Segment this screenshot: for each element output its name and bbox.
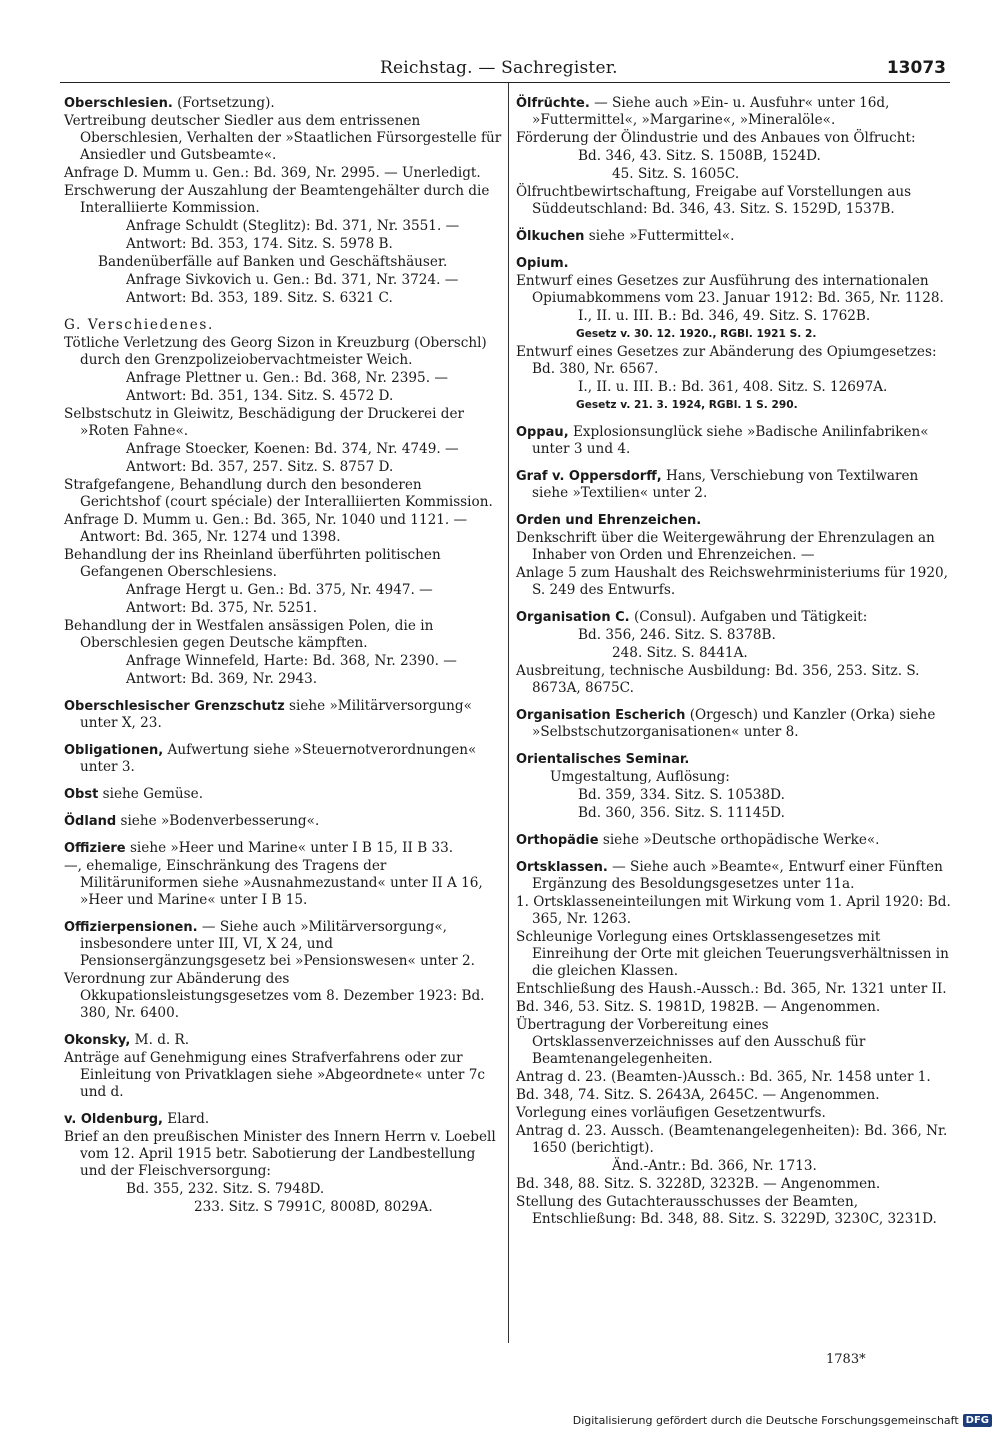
entry-text: Anfrage Stoecker, Koenen: Bd. 374, Nr. 4749. — [126,441,459,457]
entry-text: 233. Sitz. S 7991C, 8008D, 8029A. [194,1199,433,1215]
entry-line [516,130,954,147]
entry-text: 248. Sitz. S. 8441A. [612,645,748,661]
entry-keyword: Orientalisches Seminar. [516,752,690,767]
entry-text: Hans, Verschiebung von Textilwaren siehe »Textilien« unter 2. [532,468,919,501]
entry-line [516,999,954,1016]
header-rule [60,82,950,83]
index-entry [516,255,954,414]
entry-text: Bd. 356, 246. Sitz. S. 8378B. [578,627,776,643]
entry-keyword: Ölkuchen [516,229,585,244]
entry-line [516,148,954,165]
entry-text: Antwort: Bd. 353, 174. Sitz. S. 5978 B. [126,236,393,252]
entry-line [64,1181,502,1198]
index-entry [64,919,502,1022]
index-entry [516,859,954,1228]
entry-text: Verordnung zur Abänderung des Okkupationsleistungsgesetzes vom 8. Dezember 1923: Bd. 380, Nr. 6400. [64,971,485,1021]
entry-text: Bd. 355, 232. Sitz. S. 7948D. [126,1181,325,1197]
index-entry [516,609,954,697]
entry-line [516,530,954,564]
entry-line [516,929,954,980]
entry-line [516,1069,954,1086]
entry-line [516,805,954,822]
entry-text: Anfrage Schuldt (Steglitz): Bd. 371, Nr. 3551. — [126,218,460,234]
entry-line [64,813,502,830]
entry-text: siehe »Futtermittel«. [584,228,735,244]
entry-text: 1. Ortsklasseneinteilungen mit Wirkung vom 1. April 1920: Bd. 365, Nr. 1263. [516,894,951,927]
entry-text: Selbstschutz in Gleiwitz, Beschädigung der Druckerei der »Roten Fahne«. [64,406,465,439]
entry-keyword: Organisation Escherich [516,708,686,723]
entry-line [516,468,954,502]
entry-line [64,971,502,1022]
entry-line [64,671,502,688]
entry-line [516,326,954,343]
column-divider [508,83,509,1343]
index-entry [64,742,502,776]
entry-line [64,183,502,217]
entry-line [64,236,502,253]
entry-text: (Fortsetzung). [172,95,275,111]
entry-text: (Orgesch) und Kanzler (Orka) siehe »Selbstschutzorganisationen« unter 8. [532,707,936,740]
entry-line [64,1111,502,1128]
entry-text: Anfrage Winnefeld, Harte: Bd. 368, Nr. 2390. — [126,653,457,669]
index-entry [64,698,502,732]
running-title: Reichstag. — Sachregister. [380,58,618,78]
entry-line [64,95,502,112]
entry-line [64,272,502,289]
entry-line [516,565,954,599]
index-entry [64,1111,502,1216]
entry-line [64,600,502,617]
sheet-mark: 1783* [826,1352,866,1367]
index-entry [64,813,502,830]
entry-text: Anfrage Plettner u. Gen.: Bd. 368, Nr. 2395. — [126,370,448,386]
entry-line [64,254,502,271]
entry-keyword: Okonsky, [64,1033,131,1048]
entry-line [516,1123,954,1157]
entry-line [516,273,954,307]
entry-text: I., II. u. III. B.: Bd. 346, 49. Sitz. S. 1762B. [578,308,871,324]
entry-keyword: Organisation C. [516,610,630,625]
entry-keyword: Ödland [64,814,117,829]
entry-line [516,228,954,245]
index-entry [516,707,954,741]
dfg-logo: DFG [963,1414,992,1427]
entry-text: Behandlung der ins Rheinland überführten politischen Gefangenen Oberschlesiens. [64,547,441,580]
entry-text: Schleunige Vorlegung eines Ortsklassengesetzes mit Einreihung der Orte mit gleichen Teuerungsverhältnissen in die gleichen Klassen. [516,929,949,979]
entry-text: Stellung des Gutachterausschusses der Beamten, Entschließung: Bd. 348, 88. Sitz. S. 3229D, 3230C, 3231D. [516,1194,937,1227]
entry-text: — Siehe auch »Ein- u. Ausfuhr« unter 16d, »Futtermittel«, »Margarine«, »Mineralöle«. [532,95,890,128]
entry-keyword: Oberschlesischer Grenzschutz [64,699,285,714]
index-entry [516,95,954,218]
entry-line [64,840,502,857]
entry-text: G. Verschiedenes. [64,317,214,333]
entry-text: Bandenüberfälle auf Banken und Geschäftshäuser. [98,254,448,270]
entry-text: Elard. [162,1111,210,1127]
entry-text: Antrag d. 23. (Beamten-)Aussch.: Bd. 365, Nr. 1458 unter 1. [516,1069,931,1085]
entry-keyword: Opium. [516,256,569,271]
entry-text: Anfrage D. Mumm u. Gen.: Bd. 369, Nr. 2995. — Unerledigt. [64,165,481,181]
entry-text: Behandlung der in Westfalen ansässigen Polen, die in Oberschlesien gegen Deutsche kämpften. [64,618,434,651]
entry-text: Anfrage D. Mumm u. Gen.: Bd. 365, Nr. 1040 und 1121. — Antwort: Bd. 365, Nr. 1274 und 1398. [64,512,468,545]
entry-text: Förderung der Ölindustrie und des Anbaues von Ölfrucht: [516,130,916,146]
entry-line [516,184,954,218]
entry-text: (Consul). Aufgaben und Tätigkeit: [629,609,868,625]
entry-text: siehe »Bodenverbesserung«. [116,813,320,829]
index-entry [64,1032,502,1101]
index-entry [64,317,502,688]
entry-text: M. d. R. [130,1032,190,1048]
entry-text: Übertragung der Vorbereitung eines Ortsklassenverzeichnisses auf den Ausschuß für Beamtenangelegenheiten. [516,1017,866,1067]
entry-line [64,1050,502,1101]
entry-text: Bd. 346, 43. Sitz. S. 1508B, 1524D. [578,148,821,164]
index-entry [64,95,502,307]
entry-line [64,370,502,387]
entry-line [516,1194,954,1228]
entry-text: siehe »Heer und Marine« unter I B 15, II B 33. [125,840,454,856]
entry-text: — Siehe auch »Militärversorgung«, insbesondere unter III, VI, X 24, und Pensionsergänzungsgesetz bei »Pensionswesen« unter 2. [80,919,475,969]
entry-text: Anträge auf Genehmigung eines Strafverfahrens oder zur Einleitung von Privatklagen siehe »Abgeordnete« unter 7c und d. [64,1050,485,1100]
entry-keyword: Orden und Ehrenzeichen. [516,513,702,528]
entry-keyword: Oppau, [516,425,569,440]
index-entry [516,228,954,245]
entry-text: Entwurf eines Gesetzes zur Ausführung des internationalen Opiumabkommens vom 23. Januar 1912: Bd. 365, Nr. 1128. [516,273,944,306]
entry-line [516,95,954,129]
entry-line [64,919,502,970]
entry-text: Bd. 359, 334. Sitz. S. 10538D. [578,787,785,803]
entry-keyword: v. Oldenburg, [64,1112,163,1127]
entry-line [64,317,502,334]
entry-text: Aufwertung siehe »Steuernotverordnungen« unter 3. [80,742,477,775]
entry-line [516,627,954,644]
entry-line [516,308,954,325]
entry-text: 45. Sitz. S. 1605C. [612,166,740,182]
credit-text: Digitalisierung gefördert durch die Deutsche Forschungsgemeinschaft [572,1414,959,1427]
entry-text: Umgestaltung, Auflösung: [550,769,730,785]
entry-line [64,459,502,476]
entry-line [64,858,502,909]
entry-line [64,388,502,405]
entry-text: — Siehe auch »Beamte«, Entwurf einer Fünften Ergänzung des Besoldungsgesetzes unter 11a. [532,859,943,892]
entry-keyword: Offizierpensionen. [64,920,198,935]
entry-line [516,894,954,928]
entry-text: Anfrage Hergt u. Gen.: Bd. 375, Nr. 4947. — [126,582,433,598]
index-entry [516,751,954,822]
entry-text: Vorlegung eines vorläufigen Gesetzentwurfs. [516,1105,826,1121]
entry-line [64,1199,502,1216]
entry-text: Antwort: Bd. 357, 257. Sitz. S. 8757 D. [126,459,394,475]
entry-line [516,397,954,414]
entry-text: Bd. 360, 356. Sitz. S. 11145D. [578,805,785,821]
entry-line [64,406,502,440]
entry-text: Änd.-Antr.: Bd. 366, Nr. 1713. [612,1158,817,1174]
entry-line [516,787,954,804]
entry-keyword: Ortsklassen. [516,860,608,875]
entry-line [64,786,502,803]
entry-text: Brief an den preußischen Minister des Innern Herrn v. Loebell vom 12. April 1915 betr. Sabotierung der Landbestellung und der Fleischversorgung: [64,1129,496,1179]
entry-keyword: Oberschlesien. [64,96,173,111]
entry-line [516,255,954,272]
entry-text: Anfrage Sivkovich u. Gen.: Bd. 371, Nr. 3724. — [126,272,459,288]
entry-line [516,166,954,183]
entry-line [516,1105,954,1122]
entry-line [516,1176,954,1193]
entry-line [64,742,502,776]
entry-line [64,335,502,369]
entry-text: Strafgefangene, Behandlung durch den besonderen Gerichtshof (court spéciale) der Interalliierten Kommission. [64,477,493,510]
entry-text: I., II. u. III. B.: Bd. 361, 408. Sitz. S. 12697A. [578,379,888,395]
entry-keyword: Orthopädie [516,833,599,848]
entry-line [516,645,954,662]
entry-text: siehe »Deutsche orthopädische Werke«. [598,832,880,848]
entry-text: —, ehemalige, Einschränkung des Tragens der Militäruniformen siehe »Ausnahmezustand« unter II A 16, »Heer und Marine« unter I B 15. [64,858,483,908]
index-entry [516,468,954,502]
left-column [64,95,502,1226]
index-entry [516,424,954,458]
entry-line [64,1032,502,1049]
entry-text: siehe »Militärversorgung« unter X, 23. [80,698,472,731]
entry-line [64,653,502,670]
entry-text: Bd. 346, 53. Sitz. S. 1981D, 1982B. — Angenommen. [516,999,881,1015]
index-entry [64,786,502,803]
entry-line [64,218,502,235]
entry-text: Antwort: Bd. 369, Nr. 2943. [126,671,318,687]
entry-line [516,379,954,396]
entry-keyword: Offiziere [64,841,126,856]
index-entry [516,832,954,849]
entry-line [516,981,954,998]
entry-text: Explosionsunglück siehe »Badische Anilinfabriken« unter 3 und 4. [532,424,929,457]
entry-line [64,618,502,652]
entry-text: Entschließung des Haush.-Aussch.: Bd. 365, Nr. 1321 unter II. [516,981,947,997]
entry-text: Ölfruchtbewirtschaftung, Freigabe auf Vorstellungen aus Süddeutschland: Bd. 346, 43. Sitz. S. 1529D, 1537B. [516,184,912,217]
entry-line [64,165,502,182]
credit-line [573,1414,992,1427]
page-header [60,58,950,84]
entry-line [64,1129,502,1180]
entry-text: Erschwerung der Auszahlung der Beamtengehälter durch die Interalliierte Kommission. [64,183,490,216]
entry-line [64,113,502,164]
right-column [516,95,954,1238]
entry-line [516,424,954,458]
entry-text: Gesetz v. 30. 12. 1920., RGBl. 1921 S. 2. [576,328,817,340]
entry-line [64,582,502,599]
entry-text: Vertreibung deutscher Siedler aus dem entrissenen Oberschlesien, Verhalten der »Staatlichen Fürsorgestelle für Ansiedler und Gutsbeamte«. [64,113,502,163]
entry-keyword: Obst [64,787,99,802]
entry-line [516,769,954,786]
entry-line [516,707,954,741]
entry-line [64,290,502,307]
entry-line [516,1087,954,1104]
entry-text: Gesetz v. 21. 3. 1924, RGBl. 1 S. 290. [576,399,798,411]
entry-line [516,751,954,768]
entry-text: Bd. 348, 88. Sitz. S. 3228D, 3232B. — Angenommen. [516,1176,881,1192]
index-entry [64,840,502,909]
entry-text: Anlage 5 zum Haushalt des Reichswehrministeriums für 1920, S. 249 des Entwurfs. [516,565,948,598]
entry-line [516,344,954,378]
entry-text: Entwurf eines Gesetzes zur Abänderung des Opiumgesetzes: Bd. 380, Nr. 6567. [516,344,937,377]
entry-line [64,512,502,546]
entry-line [516,859,954,893]
entry-line [64,441,502,458]
entry-text: siehe Gemüse. [98,786,204,802]
entry-line [64,477,502,511]
entry-text: Bd. 348, 74. Sitz. S. 2643A, 2645C. — Angenommen. [516,1087,880,1103]
page-number: 13073 [886,58,946,78]
entry-keyword: Graf v. Oppersdorff, [516,469,662,484]
entry-line [64,547,502,581]
entry-line [516,1158,954,1175]
entry-line [516,663,954,697]
entry-text: Tötliche Verletzung des Georg Sizon in Kreuzburg (Oberschl) durch den Grenzpolizeiobervachtmeister Weich. [64,335,487,368]
entry-line [516,512,954,529]
entry-keyword: Obligationen, [64,743,164,758]
entry-text: Antwort: Bd. 351, 134. Sitz. S. 4572 D. [126,388,394,404]
entry-text: Ausbreitung, technische Ausbildung: Bd. 356, 253. Sitz. S. 8673A, 8675C. [516,663,920,696]
entry-text: Denkschrift über die Weitergewährung der Ehrenzulagen an Inhaber von Orden und Ehrenzeichen. — [516,530,935,563]
entry-line [516,609,954,626]
entry-line [516,1017,954,1068]
entry-text: Antwort: Bd. 375, Nr. 5251. [126,600,318,616]
entry-keyword: Ölfrüchte. [516,96,590,111]
entry-line [516,832,954,849]
entry-line [64,698,502,732]
entry-text: Antrag d. 23. Aussch. (Beamtenangelegenheiten): Bd. 366, Nr. 1650 (berichtigt). [516,1123,948,1156]
index-entry [516,512,954,599]
entry-text: Antwort: Bd. 353, 189. Sitz. S. 6321 C. [126,290,393,306]
